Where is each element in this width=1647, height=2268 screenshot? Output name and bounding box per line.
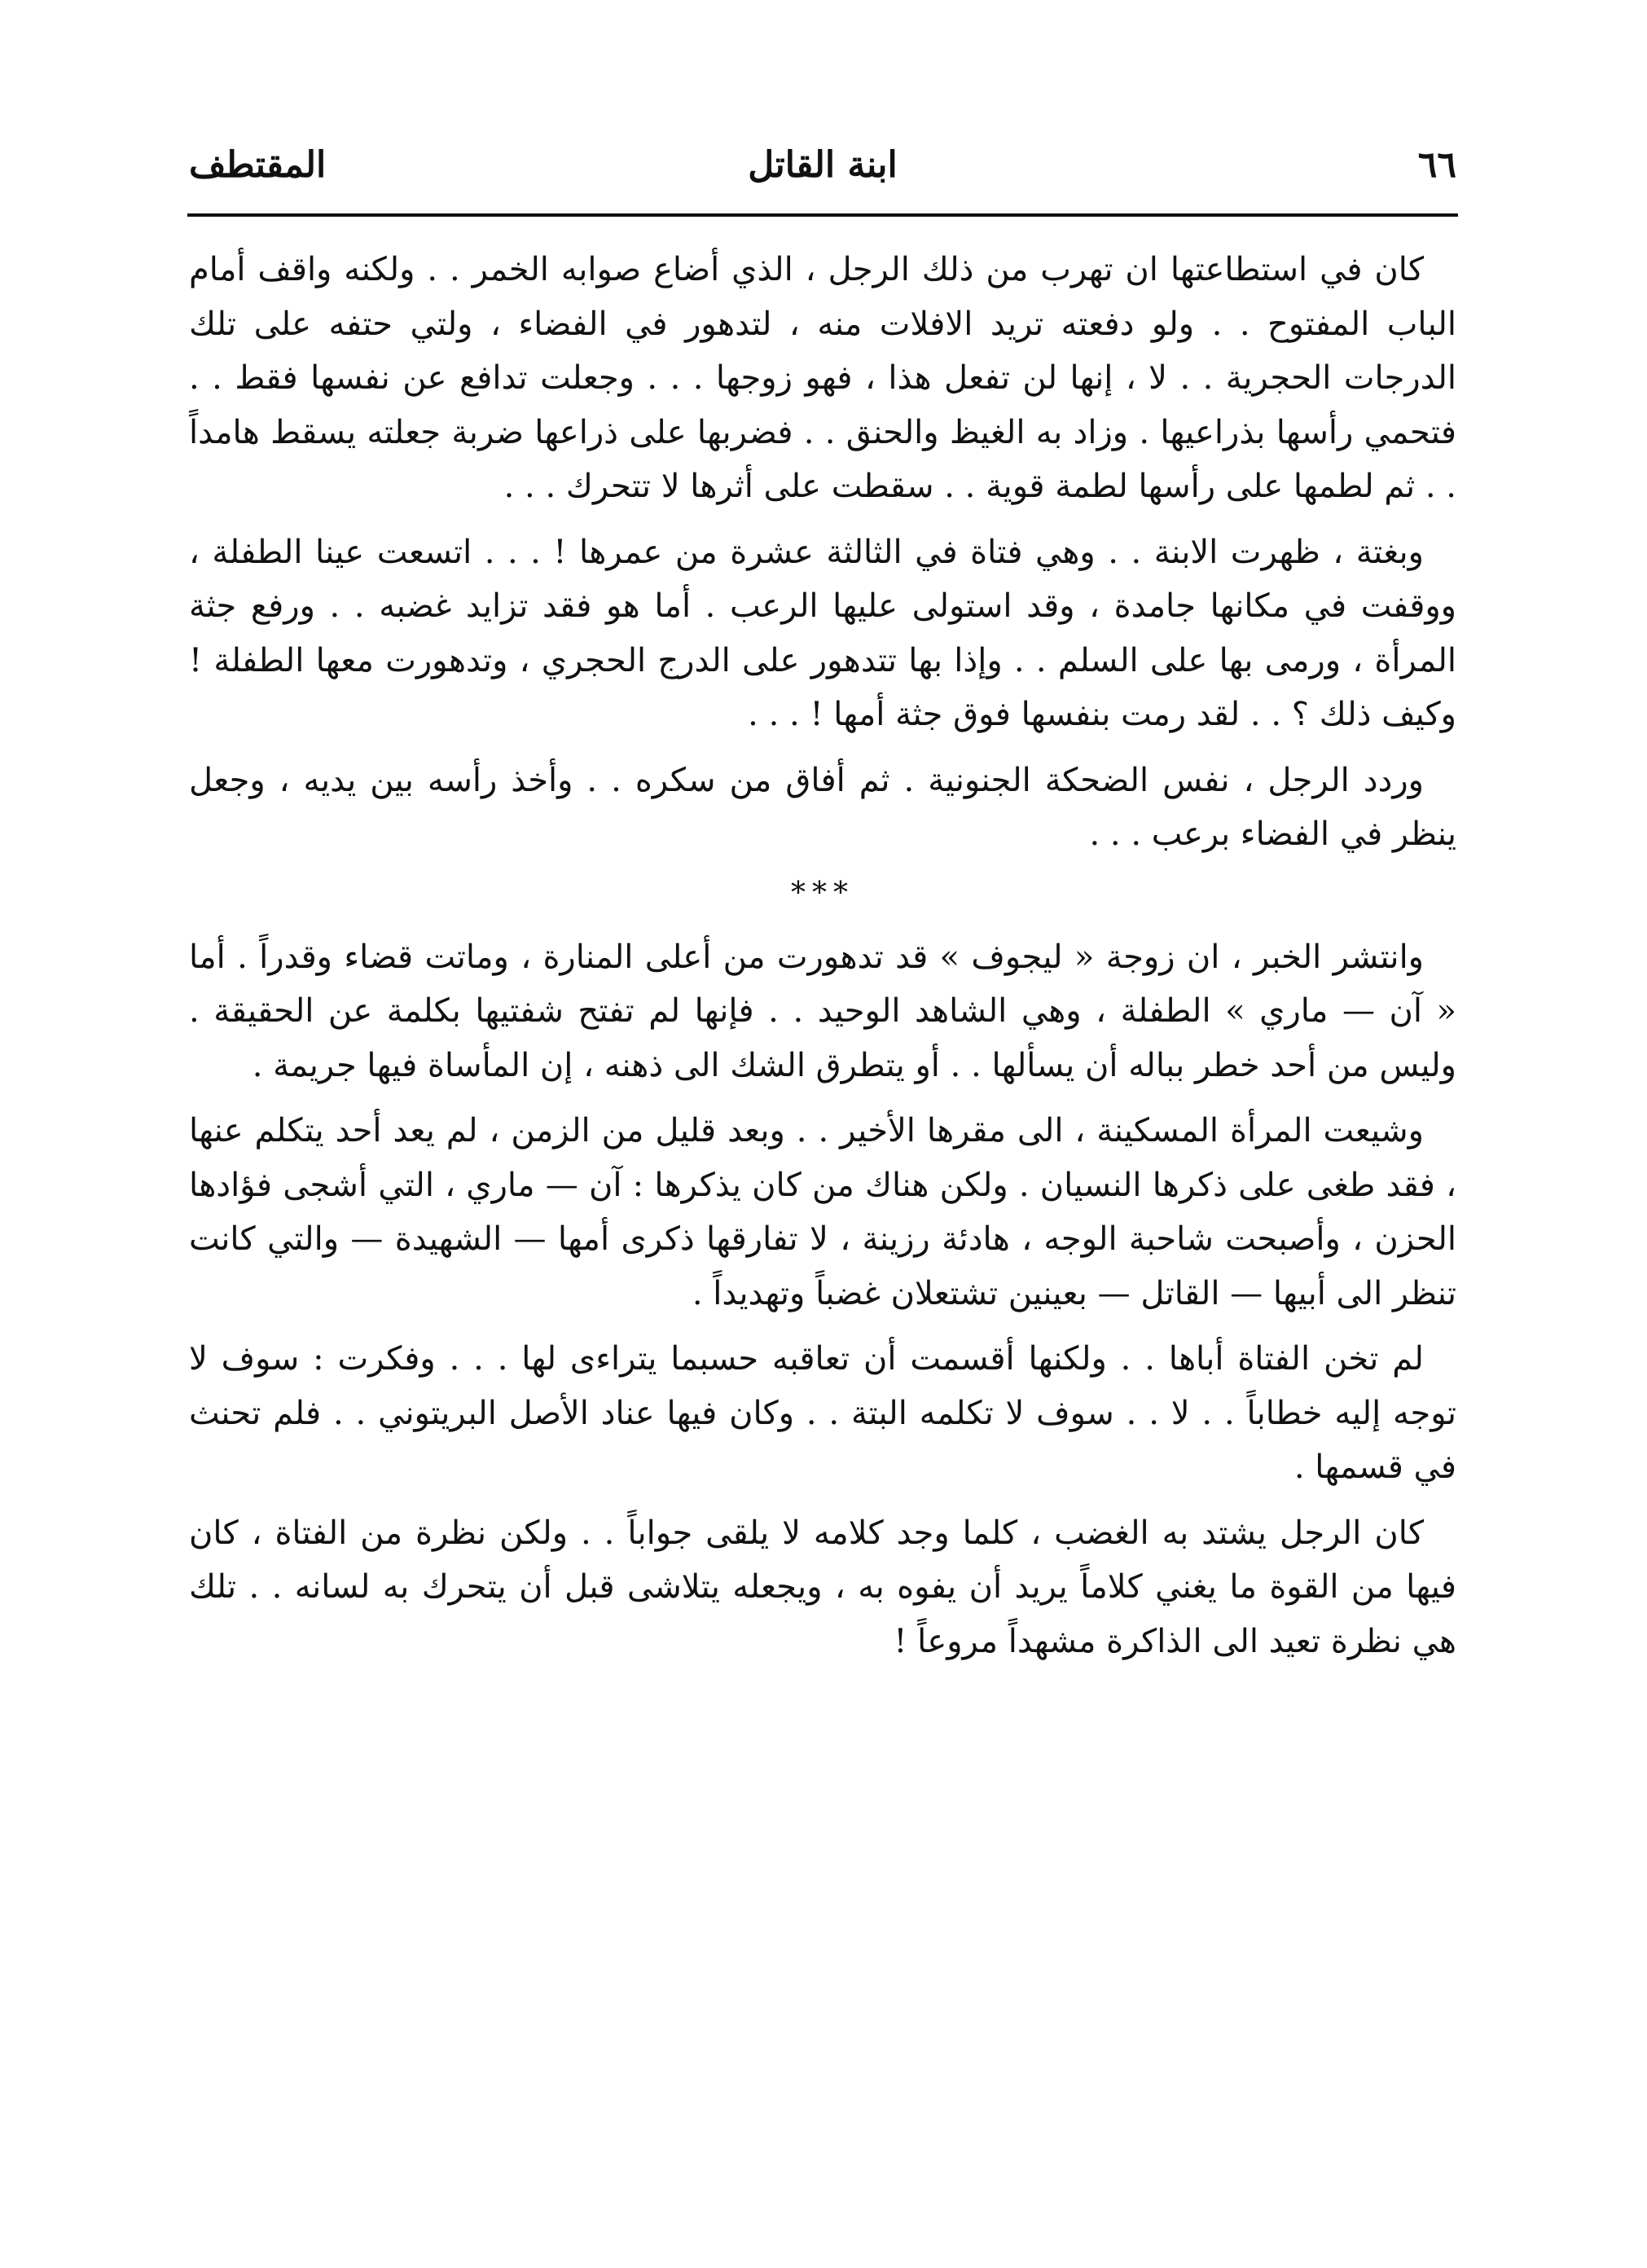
header-rule	[187, 213, 1458, 217]
paragraph: وبغتة ، ظهرت الابنة . . وهي فتاة في الثالثة عشرة من عمرها ! . . . اتسعت عينا الطفلة ، ووقفت في مكانها جامدة ، وقد استولى عليها الرعب . أما هو فقد تزايد غضبه . . ورفع جثة المرأة ، ورمى بها على السلم . . وإذا بها تتدهور على الدرج الحجري ، وتدهورت معها الطفلة ! وكيف ذلك ؟ . . لقد رمت بنفسها فوق جثة أمها ! . . .	[189, 533, 1457, 733]
page-number: ٦٦	[1417, 144, 1456, 186]
section-separator: ***	[791, 876, 854, 910]
paragraph: كان الرجل يشتد به الغضب ، كلما وجد كلامه لا يلقى جواباً . . ولكن نظرة من الفتاة ، كان فيها من القوة ما يغني كلاماً يريد أن يفوه به ، ويجعله يتلاشى قبل أن يتحرك به لسانه . . تلك هي نظرة تعيد الى الذاكرة مشهداً مروعاً !	[189, 1514, 1456, 1660]
paragraph: وردد الرجل ، نفس الضحكة الجنونية . ثم أفاق من سكره . . وأخذ رأسه بين يديه ، وجعل ينظر في الفضاء برعب . . .	[189, 761, 1456, 853]
paragraph: وشيعت المرأة المسكينة ، الى مقرها الأخير . . وبعد قليل من الزمن ، لم يعد أحد يتكلم عنها ، فقد طغى على ذكرها النسيان . ولكن هناك من كان يذكرها : آن — ماري ، التي أشجى فؤادها الحزن ، وأصبحت شاحبة الوجه ، هادئة رزينة ، لا تفارقها ذكرى أمها — الشهيدة — والتي كانت تنظر الى أبيها — القاتل — بعينين تشتعلان غضباً وتهديداً .	[189, 1112, 1456, 1312]
paragraph: كان في استطاعتها ان تهرب من ذلك الرجل ، الذي أضاع صوابه الخمر . . ولكنه واقف أمام الباب المفتوح . . ولو دفعته تريد الافلات منه ، لتدهور في الفضاء ، ولتي حتفه على تلك الدرجات الحجرية . . لا ، إنها لن تفعل هذا ، فهو زوجها . . . وجعلت تدافع عن نفسها فقط . . فتحمي رأسها بذراعيها . وزاد به الغيظ والحنق . . فضربها على ذراعها ضربة جعلته يسقط هامداً . . ثم لطمها على رأسها لطمة قوية . . سقطت على أثرها لا تتحرك . . .	[189, 251, 1456, 505]
running-title: ابنة القاتل	[748, 144, 898, 186]
paragraph: وانتشر الخبر ، ان زوجة « ليجوف » قد تدهورت من أعلى المنارة ، وماتت قضاء وقدراً . أما « آن — ماري » الطفلة ، وهي الشاهد الوحيد . . فإنها لم تفتح شفتيها بكلمة عن الحقيقة . وليس من أحد خطر بباله أن يسألها . . أو يتطرق الشك الى ذهنه ، إن المأساة فيها جريمة .	[189, 938, 1456, 1084]
paragraph: لم تخن الفتاة أباها . . ولكنها أقسمت أن تعاقبه حسبما يتراءى لها . . . وفكرت : سوف لا توجه إليه خطاباً . . لا . . سوف لا تكلمه البتة . . وكان فيها عناد الأصل البريتوني . . فلم تحنث في قسمها .	[189, 1340, 1456, 1486]
page-header	[189, 137, 1456, 194]
journal-name: المقتطف	[189, 144, 327, 186]
article-body	[189, 243, 1456, 1680]
